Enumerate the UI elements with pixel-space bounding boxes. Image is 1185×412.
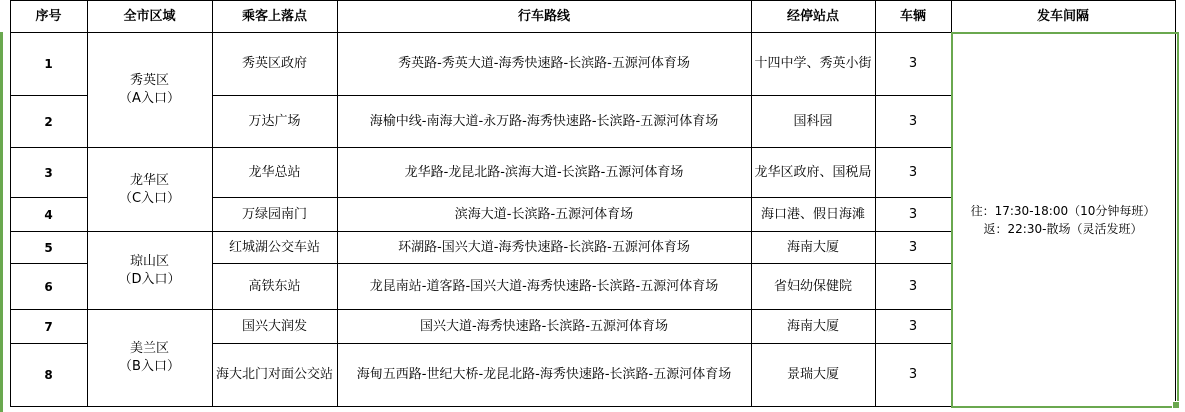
cell-stops[interactable]: 十四中学、秀英小街 [751, 33, 875, 96]
row-gutter [0, 1, 10, 33]
cell-vehicles[interactable]: 3 [875, 232, 951, 264]
header-vehicles[interactable]: 车辆 [875, 1, 951, 33]
cell-vehicles[interactable]: 3 [875, 33, 951, 96]
cell-stops[interactable]: 龙华区政府、国税局 [751, 148, 875, 198]
cell-boarding[interactable]: 国兴大润发 [212, 310, 337, 344]
district-entrance: （C入口） [118, 190, 181, 206]
header-route[interactable]: 行车路线 [337, 1, 751, 33]
cell-vehicles[interactable]: 3 [875, 310, 951, 344]
cell-vehicles[interactable]: 3 [875, 264, 951, 310]
header-index[interactable]: 序号 [10, 1, 87, 33]
district-name: 秀英区 [129, 73, 169, 88]
cell-route[interactable]: 环湖路-国兴大道-海秀快速路-长滨路-五源河体育场 [337, 232, 751, 264]
table-row [0, 33, 1185, 96]
cell-index[interactable]: 1 [10, 33, 87, 96]
cell-route[interactable]: 海榆中线-南海大道-永万路-海秀快速路-长滨路-五源河体育场 [337, 96, 751, 148]
header-row [0, 1, 1185, 33]
cell-boarding[interactable]: 红城湖公交车站 [212, 232, 337, 264]
district-entrance: （B入口） [119, 359, 180, 374]
cell-stops[interactable]: 海南大厦 [751, 310, 875, 344]
cell-index[interactable]: 8 [10, 344, 87, 407]
header-district[interactable]: 全市区域 [87, 1, 212, 33]
cell-vehicles[interactable]: 3 [875, 198, 951, 232]
district-name: 美兰区 [129, 341, 169, 356]
interval-return: 返：22:30-散场（灵活发班） [983, 221, 1143, 236]
cell-route[interactable]: 海甸五西路-世纪大桥-龙昆北路-海秀快速路-长滨路-五源河体育场 [337, 344, 751, 407]
district-name: 龙华区 [129, 172, 169, 188]
cell-route[interactable]: 国兴大道-海秀快速路-长滨路-五源河体育场 [337, 310, 751, 344]
cell-boarding[interactable]: 海大北门对面公交站 [212, 344, 337, 407]
cell-boarding[interactable]: 万绿园南门 [212, 198, 337, 232]
cell-index[interactable]: 3 [10, 148, 87, 198]
fill-handle[interactable] [1172, 401, 1180, 409]
cell-boarding[interactable]: 秀英区政府 [212, 33, 337, 96]
cell-route[interactable]: 秀英路-秀英大道-海秀快速路-长滨路-五源河体育场 [337, 33, 751, 96]
cell-index[interactable]: 4 [10, 198, 87, 232]
cell-boarding[interactable]: 万达广场 [212, 96, 337, 148]
district-name: 琼山区 [129, 253, 169, 269]
district-entrance: （D入口） [118, 271, 181, 287]
cell-district[interactable] [87, 33, 212, 148]
cell-vehicles[interactable]: 3 [875, 148, 951, 198]
cell-route[interactable]: 龙昆南站-道客路-国兴大道-海秀快速路-长滨路-五源河体育场 [337, 264, 751, 310]
cell-index[interactable]: 2 [10, 96, 87, 148]
header-boarding[interactable]: 乘客上落点 [212, 1, 337, 33]
cell-stops[interactable]: 国科园 [751, 96, 875, 148]
cell-district[interactable] [87, 148, 212, 232]
cell-index[interactable]: 6 [10, 264, 87, 310]
cell-route[interactable]: 滨海大道-长滨路-五源河体育场 [337, 198, 751, 232]
cell-district[interactable] [87, 232, 212, 310]
cell-vehicles[interactable]: 3 [875, 96, 951, 148]
district-entrance: （A入口） [119, 91, 180, 106]
interval-go: 往：17:30-18:00（10分钟每班） [970, 203, 1156, 218]
cell-route[interactable]: 龙华路-龙昆北路-滨海大道-长滨路-五源河体育场 [337, 148, 751, 198]
cell-district[interactable] [87, 310, 212, 407]
cell-boarding[interactable]: 龙华总站 [212, 148, 337, 198]
cell-index[interactable]: 5 [10, 232, 87, 264]
cell-boarding[interactable]: 高铁东站 [212, 264, 337, 310]
cell-interval[interactable] [951, 33, 1175, 407]
cell-vehicles[interactable]: 3 [875, 344, 951, 407]
row-selection-marker [0, 32, 3, 412]
cell-stops[interactable]: 海南大厦 [751, 232, 875, 264]
cell-stops[interactable]: 海口港、假日海滩 [751, 198, 875, 232]
cell-index[interactable]: 7 [10, 310, 87, 344]
cell-stops[interactable]: 景瑞大厦 [751, 344, 875, 407]
header-stops[interactable]: 经停站点 [751, 1, 875, 33]
cell-stops[interactable]: 省妇幼保健院 [751, 264, 875, 310]
header-interval[interactable]: 发车间隔 [951, 1, 1175, 33]
